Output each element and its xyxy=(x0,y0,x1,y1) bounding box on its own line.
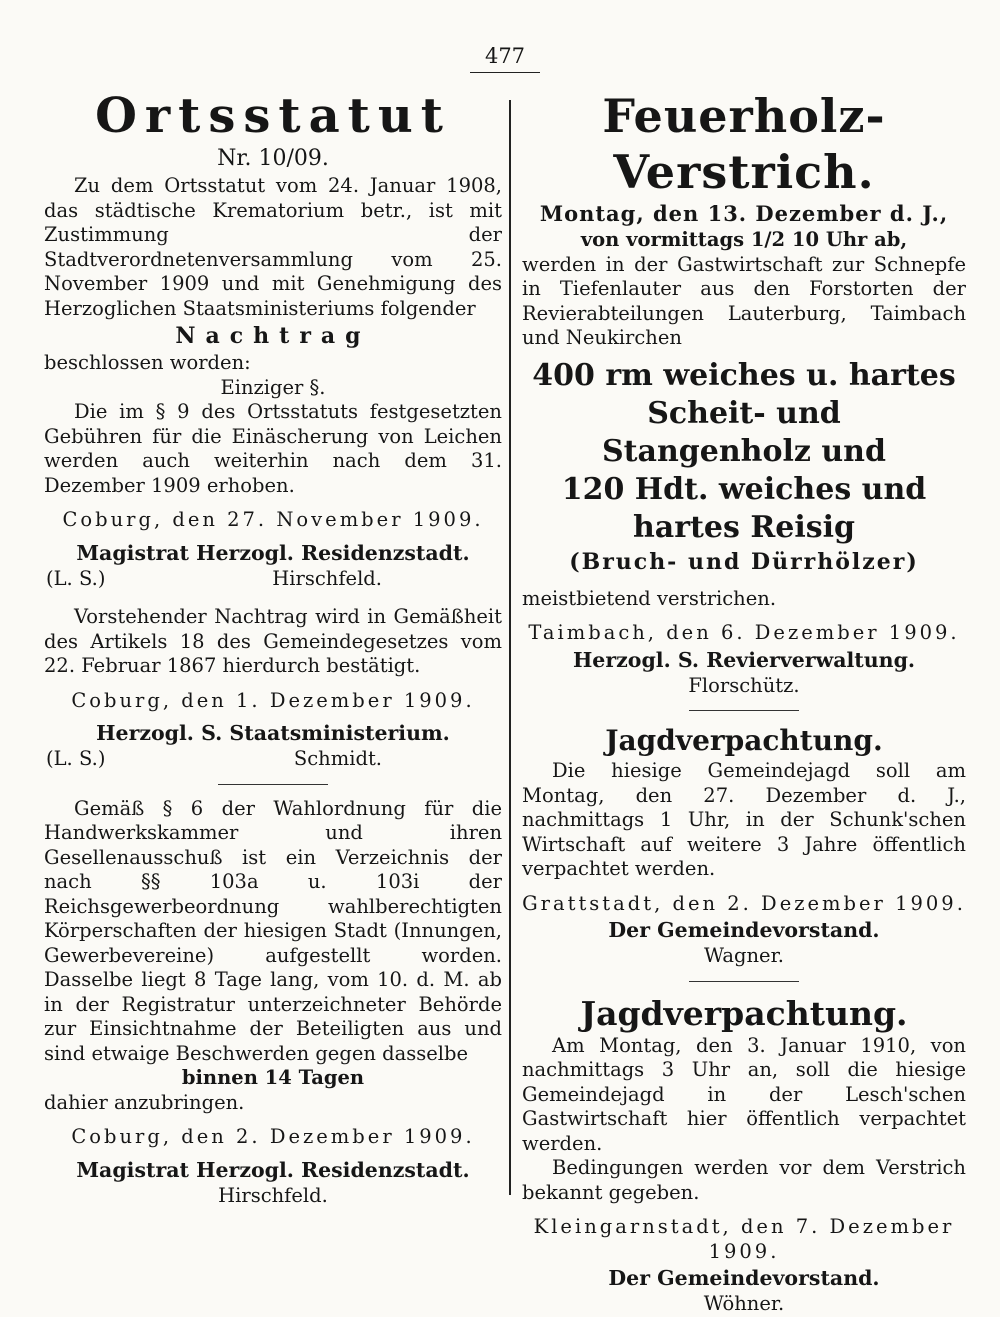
feuerholz-title: Feuerholz-Verstrich. xyxy=(602,89,886,199)
offer-line-2: Stangenholz und xyxy=(602,433,886,469)
confirmation-signature: Herzogl. S. Staatsministerium. xyxy=(96,721,450,745)
confirmation-text: Vorstehender Nachtrag wird in Gemäßheit des Artikels 18 des Gemeindegesetzes vom 22. Februar 1867 hierdurch bestätigt. xyxy=(44,605,502,677)
seal-line xyxy=(44,747,502,772)
signer-name: Schmidt. xyxy=(293,747,382,770)
section-rule xyxy=(689,710,799,711)
seal-mark: (L. S.) xyxy=(46,566,106,590)
nachtrag-heading: Nachtrag xyxy=(175,323,371,349)
notice-signature: Magistrat Herzogl. Residenzstadt. xyxy=(76,1157,470,1182)
right-column xyxy=(522,88,966,1317)
jagd1-text: Die hiesige Gemeindejagd soll am Montag, den 27. Dezember d. J., nachmittags 1 Uhr, in der Schunk'schen Wirtschaft auf weitere 3 Jahre öffentlich verpachtet werden. xyxy=(522,759,966,880)
meistbietend-text: meistbietend verstrichen. xyxy=(522,586,777,610)
seal-line xyxy=(44,567,502,592)
ortsstatut-title: Ortsstatut xyxy=(95,88,451,144)
auction-date: Montag, den 13. Dezember d. J., xyxy=(539,201,949,226)
confirmation-date: Coburg, den 1. Dezember 1909. xyxy=(71,688,475,712)
seal-mark: (L. S.) xyxy=(46,747,106,770)
jagd1-signer-name: Wagner. xyxy=(704,944,784,967)
auction-signer-name: Florschütz. xyxy=(688,673,800,697)
statute-intro: Zu dem Ortsstatut vom 24. Januar 1908, das städtische Krematorium betr., ist mit Zustimmung der Stadtverordnetenversammlung vom 25. November 1909 und mit Genehmigung des Herzoglichen Staatsministeriums folgender xyxy=(44,174,502,320)
paragraph-text: Die im § 9 des Ortsstatuts festgesetzten Gebühren für die Einäscherung von Leichen werden auch weiterhin nach dem 31. Dezember 1909 erhoben. xyxy=(44,400,502,497)
auction-place-date: Taimbach, den 6. Dezember 1909. xyxy=(528,621,960,644)
jagd2-signer-name: Wöhner. xyxy=(703,1292,785,1315)
statute-date: Coburg, den 27. November 1909. xyxy=(62,508,484,531)
jagd1-date: Grattstadt, den 2. Dezember 1909. xyxy=(522,891,966,915)
offer-line-1: 400 rm weiches u. hartes Scheit- und xyxy=(532,357,956,431)
auction-time: von vormittags 1/2 10 Uhr ab, xyxy=(580,228,908,251)
jagd2-conditions: Bedingungen werden vor dem Verstrich bekannt gegeben. xyxy=(522,1156,966,1204)
section-rule xyxy=(689,981,799,982)
jagd1-signature: Der Gemeindevorstand. xyxy=(608,918,880,942)
section-rule xyxy=(218,784,328,785)
statute-number: Nr. 10/09. xyxy=(217,146,329,171)
page-number: 477 xyxy=(470,44,540,73)
jagd2-date: Kleingarnstadt, den 7. Dezember 1909. xyxy=(533,1215,955,1263)
jagd2-signature: Der Gemeindevorstand. xyxy=(608,1266,880,1290)
handwerkskammer-text: Gemäß § 6 der Wahlordnung für die Handwerkskammer und ihren Gesellenausschuß ist ein Verzeichnis der nach §§ 103a u. 103i der Reichsgewerbeordnung wahlberechtigten Körperschaften der hiesigen Stadt (Innungen, Gewerbevereine) aufgestellt worden. Dasselbe liegt 8 Tage lang, vom 10. d. M. ab in der Registratur unterzeichneter Behörde zur Einsichtnahme der Beteiligten aus und sind etwaige Beschwerden gegen dasselbe xyxy=(44,796,502,1065)
notice-signer-name: Hirschfeld. xyxy=(218,1183,328,1207)
notice-date: Coburg, den 2. Dezember 1909. xyxy=(71,1125,475,1148)
jagd2-title: Jagdverpachtung. xyxy=(580,993,908,1033)
beschlossen-text: beschlossen worden: xyxy=(44,351,251,374)
left-column xyxy=(44,88,502,1208)
offer-line-3: 120 Hdt. weiches und hartes Reisig xyxy=(561,471,927,545)
dahier-text: dahier anzubringen. xyxy=(44,1090,245,1114)
auction-location: werden in der Gastwirtschaft zur Schnepfe in Tiefenlauter aus den Forstorten der Revierabteilungen Lauterburg, Taimbach und Neukirchen xyxy=(522,252,966,349)
column-divider xyxy=(509,100,511,1195)
auction-signature: Herzogl. S. Revierverwaltung. xyxy=(572,647,916,672)
jagd1-title: Jagdverpachtung. xyxy=(605,724,883,757)
offer-line-4: (Bruch- und Dürrhölzer) xyxy=(569,548,919,575)
deadline-text: binnen 14 Tagen xyxy=(181,1066,365,1089)
jagd2-text: Am Montag, den 3. Januar 1910, von nachmittags 3 Uhr an, soll die hiesige Gemeindejagd in der Lesch'schen Gastwirtschaft hier öffentlich verpachtet werden. xyxy=(522,1033,966,1155)
signer-name: Hirschfeld. xyxy=(272,566,382,590)
statute-signature: Magistrat Herzogl. Residenzstadt. xyxy=(76,540,470,565)
paragraph-label: Einziger §. xyxy=(220,375,326,399)
